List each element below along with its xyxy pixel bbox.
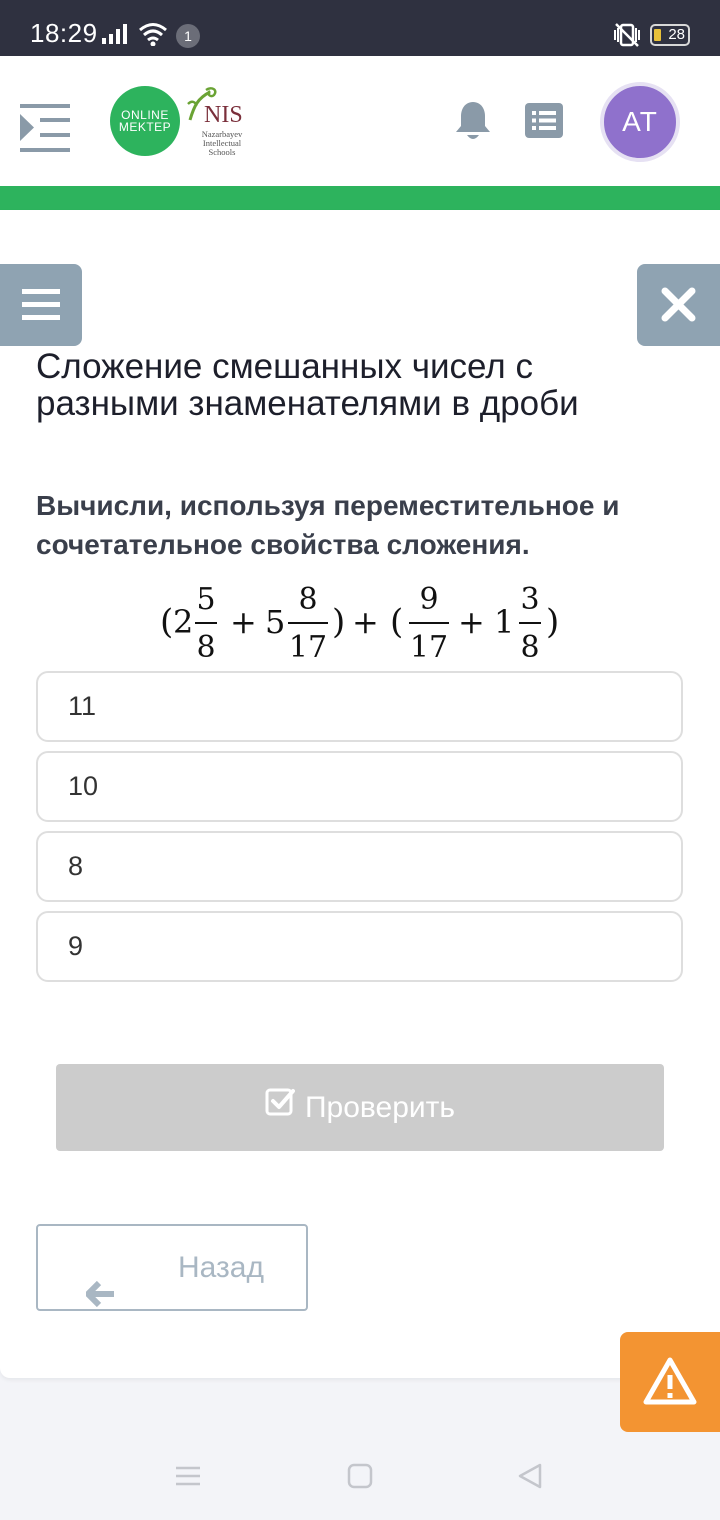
answer-option[interactable]: 11 [36, 671, 683, 742]
progress-strip [0, 186, 720, 210]
term4-whole: 1 [494, 603, 515, 641]
wifi-icon [138, 22, 168, 51]
check-answer-button[interactable] [56, 1064, 664, 1151]
status-bar [0, 0, 720, 56]
recent-apps-icon[interactable] [174, 1462, 202, 1495]
expr-plus-2: + [352, 603, 379, 641]
battery-fill [654, 29, 661, 41]
expr-plus-1: + [230, 603, 257, 641]
signal-icon [102, 24, 130, 49]
term1-numerator: 5 [196, 582, 216, 617]
warning-icon [620, 1332, 720, 1432]
expr-open-paren-2: ( [390, 602, 404, 642]
nis-logo-line-1: Nazarbayev [201, 129, 243, 139]
arrow-left-icon [86, 1256, 116, 1339]
expr-close-paren-2: ) [546, 602, 560, 642]
system-nav-bar [0, 1440, 720, 1520]
checkbox-icon [265, 1063, 295, 1150]
battery-indicator [650, 24, 690, 46]
expr-close-paren-1: ) [332, 602, 346, 642]
nis-logo-line-3: Schools [208, 147, 236, 157]
check-button-label: Проверить [304, 1091, 456, 1124]
answer-option[interactable]: 8 [36, 831, 683, 902]
math-expression [160, 580, 560, 664]
term1-denominator: 8 [196, 630, 216, 664]
online-mektep-logo[interactable] [110, 86, 180, 156]
user-avatar[interactable]: AT [600, 82, 680, 162]
term2-whole: 5 [265, 603, 286, 641]
app-header [0, 56, 720, 186]
nis-logo-subtitle [192, 130, 252, 157]
answer-option[interactable]: 9 [36, 911, 683, 982]
term2-fraction-bar [288, 622, 328, 624]
term2-numerator: 8 [298, 582, 318, 617]
nis-logo [184, 86, 254, 158]
lesson-menu-button[interactable] [0, 264, 82, 346]
term4-fraction-bar [519, 622, 541, 624]
report-problem-button[interactable] [620, 1332, 720, 1432]
close-icon [637, 264, 720, 346]
term2-denominator: 17 [288, 630, 328, 664]
hamburger-icon [0, 264, 82, 346]
lesson-title: Сложение смешанных чисел с разными знаменателями в дроби [36, 347, 579, 423]
sidebar-toggle-icon[interactable] [20, 104, 70, 157]
logo-line-2: MEKTEP [118, 120, 172, 134]
term4-numerator: 3 [520, 582, 540, 617]
home-icon[interactable] [346, 1462, 374, 1495]
back-button[interactable] [36, 1224, 308, 1311]
answer-option[interactable]: 10 [36, 751, 683, 822]
term3-numerator: 9 [419, 582, 439, 617]
back-button-label: Назад [178, 1251, 264, 1284]
battery-level: 28 [668, 26, 685, 43]
vibrate-mute-icon [612, 22, 642, 53]
term1-whole: 2 [173, 603, 194, 641]
term3-fraction-bar [409, 622, 449, 624]
bell-icon[interactable] [454, 100, 492, 147]
list-icon[interactable] [525, 103, 563, 138]
term3-denominator: 17 [409, 630, 449, 664]
term4-denominator: 8 [520, 630, 540, 664]
expr-plus-3: + [458, 603, 485, 641]
nis-logo-line-2: Intellectual [202, 138, 242, 148]
term1-fraction-bar [195, 622, 217, 624]
back-nav-icon[interactable] [516, 1462, 544, 1495]
task-text: Вычисли, используя переместительное и сочетательное свойства сложения. [36, 490, 620, 560]
close-lesson-button[interactable] [637, 264, 720, 346]
logo-line-1: ONLINE [121, 108, 169, 122]
nis-logo-word: NIS [204, 102, 243, 128]
notification-count-badge: 1 [176, 24, 200, 48]
expr-open-paren: ( [160, 602, 174, 642]
status-time: 18:29 [30, 18, 98, 48]
